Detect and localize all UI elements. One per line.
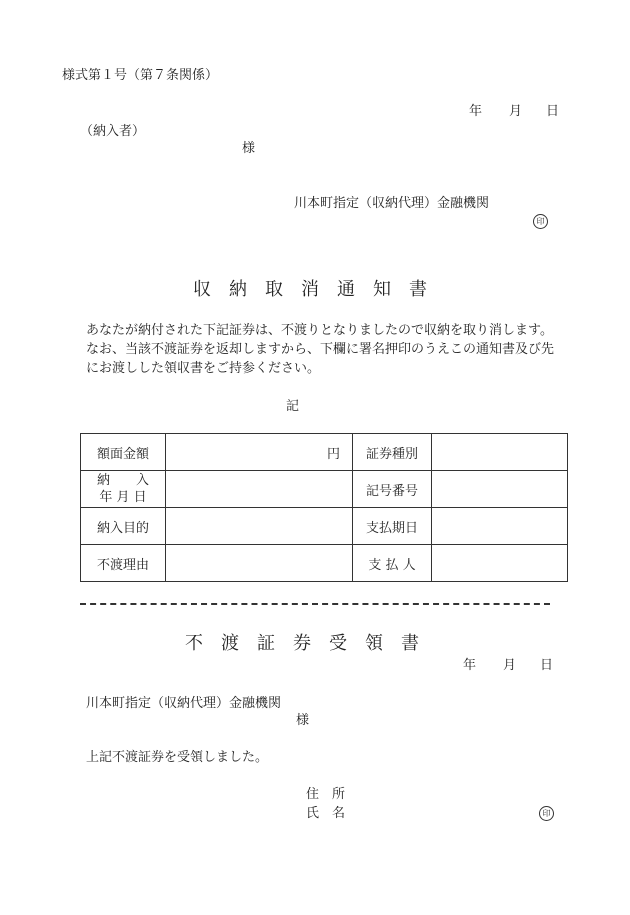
- table-row: [81, 545, 568, 582]
- address-label: 住 所: [306, 787, 346, 802]
- payer-name-label: 支 払 人: [353, 545, 432, 582]
- title-char: 書: [401, 633, 419, 654]
- institution-name: 川本町指定（収納代理）金融機関: [294, 196, 490, 211]
- title-char: 券: [293, 633, 311, 654]
- form-number: 様式第１号（第７条関係）: [62, 68, 219, 83]
- dishonor-reason-value: [166, 545, 353, 582]
- payment-date-label: [81, 471, 166, 508]
- title-char: 納: [229, 279, 247, 300]
- received-statement: 上記不渡証券を受領しました。: [86, 750, 269, 765]
- face-amount-label: 額面金額: [81, 434, 166, 471]
- symbol-number-value: [432, 471, 568, 508]
- date-day: 日: [546, 104, 560, 119]
- payment-purpose-value: [166, 508, 353, 545]
- payer-name-value: [432, 545, 568, 582]
- payment-date-label-line: 年 月 日: [99, 490, 147, 505]
- title-char: 書: [409, 279, 427, 300]
- title-char: 領: [365, 633, 383, 654]
- body-line: あなたが納付された下記証券は、不渡りとなりましたので収納を取り消します。: [86, 323, 553, 338]
- date-year: 年: [469, 104, 483, 119]
- title-char: 通: [337, 279, 355, 300]
- payer-label: （納入者）: [80, 124, 146, 139]
- title-char: 不: [185, 633, 203, 654]
- honorific-sama: 様: [296, 713, 310, 728]
- due-date-label: 支払期日: [353, 508, 432, 545]
- payment-date-value: [166, 471, 353, 508]
- name-label: 氏 名: [306, 806, 346, 821]
- date-day: 日: [540, 658, 554, 673]
- table-row: [81, 508, 568, 545]
- details-table: [80, 433, 568, 582]
- face-amount-value: 円: [166, 434, 353, 471]
- table-row: [81, 471, 568, 508]
- ki-label: 記: [286, 399, 300, 414]
- institution-name: 川本町指定（収納代理）金融機関: [86, 696, 282, 711]
- title-char: 渡: [221, 633, 239, 654]
- title-char: 取: [265, 279, 283, 300]
- payment-purpose-label: 納入目的: [81, 508, 166, 545]
- symbol-number-label: 記号番号: [353, 471, 432, 508]
- body-line: なお、当該不渡証券を返却しますから、下欄に署名押印のうえこの通知書及び先: [86, 342, 555, 357]
- title-char: 収: [193, 279, 211, 300]
- title-char: 消: [301, 279, 319, 300]
- body-line: にお渡しした領収書をご持参ください。: [86, 361, 321, 376]
- table-row: [81, 434, 568, 471]
- date-month: 月: [503, 658, 517, 673]
- seal-mark: 印: [533, 214, 548, 229]
- seal-mark: 印: [539, 806, 554, 821]
- security-type-label: 証券種別: [353, 434, 432, 471]
- due-date-value: [432, 508, 568, 545]
- honorific-sama: 様: [242, 141, 256, 156]
- title-char: 知: [373, 279, 391, 300]
- title-char: 受: [329, 633, 347, 654]
- dishonor-reason-label: 不渡理由: [81, 545, 166, 582]
- title-char: 証: [257, 633, 275, 654]
- date-year: 年: [463, 658, 477, 673]
- security-type-value: [432, 434, 568, 471]
- cut-line: [80, 603, 550, 605]
- payment-date-label-line: 納 入: [96, 473, 149, 488]
- date-month: 月: [509, 104, 523, 119]
